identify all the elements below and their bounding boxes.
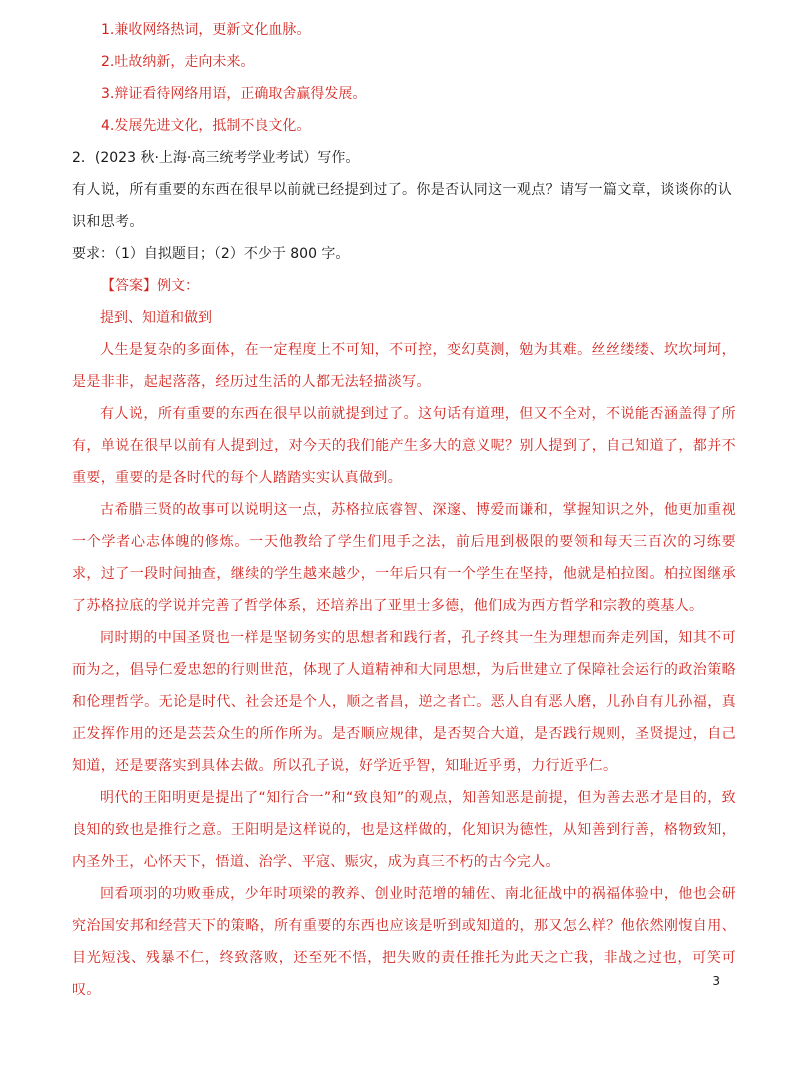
list-item: 4.发展先进文化，抵制不良文化。 [101, 118, 311, 134]
question-prompt: 有人说，所有重要的东西在很早以前就已经提到过了。你是否认同这一观点？请写一篇文章，谈谈你的认识和思考。 [72, 182, 733, 230]
essay-paragraph: 人生是复杂的多面体，在一定程度上不可知，不可控，变幻莫测，勉为其难。丝丝缕缕、坎坎坷坷，是是非非，起起落落，经历过生活的人都无法轻描淡写。 [72, 342, 736, 390]
list-item: 1.兼收网络热词，更新文化血脉。 [101, 22, 311, 38]
answer-label: 【答案】例文： [101, 278, 199, 294]
page-number: 3 [712, 974, 720, 988]
essay-paragraph: 回看项羽的功败垂成，少年时项梁的教养、创业时范增的辅佐、南北征战中的祸福体验中，他也会研究治国安邦和经营天下的策略，所有重要的东西也应该是听到或知道的，那又怎么样？他依然刚愎自用、目光短浅、残暴不仁，终致落败，还至死不悟，把失败的责任推托为此天之亡我，非战之过也，可笑可叹。 [72, 886, 736, 998]
essay-paragraph: 古希腊三贤的故事可以说明这一点，苏格拉底睿智、深邃、博爱而谦和，掌握知识之外，他更加重视一个学者心志体魄的修炼。一天他教给了学生们甩手之法，前后甩到极限的要领和每天三百次的习练要求，过了一段时间抽查，继续的学生越来越少，一年后只有一个学生在坚持，他就是柏拉图。柏拉图继承了苏格拉底的学说并完善了哲学体系，还培养出了亚里士多德，他们成为西方哲学和宗教的奠基人。 [72, 502, 736, 614]
essay-paragraph: 同时期的中国圣贤也一样是坚韧务实的思想者和践行者，孔子终其一生为理想而奔走列国，知其不可而为之，倡导仁爱忠恕的行则世范，体现了人道精神和大同思想，为后世建立了保障社会运行的政治策略和伦理哲学。无论是时代、社会还是个人，顺之者昌，逆之者亡。恶人自有恶人磨，儿孙自有儿孙福，真正发挥作用的还是芸芸众生的所作所为。是否顺应规律，是否契合大道，是否践行规则，圣贤提过，自己知道，还是要落实到具体去做。所以孔子说，好学近乎智，知耻近乎勇，力行近乎仁。 [72, 630, 736, 774]
essay-paragraph: 明代的王阳明更是提出了“知行合一”和“致良知”的观点，知善知恶是前提，但为善去恶才是目的，致良知的致也是推行之意。王阳明是这样说的，也是这样做的，化知识为德性，从知善到行善，格物致知，内圣外王，心怀天下，悟道、治学、平寇、赈灾，成为真三不朽的古今完人。 [72, 790, 736, 870]
list-item: 3.辩证看待网络用语，正确取舍赢得发展。 [101, 86, 367, 102]
question-requirements: 要求：（1）自拟题目；（2）不少于 800 字。 [72, 246, 350, 262]
essay-paragraph: 有人说，所有重要的东西在很早以前就提到过了。这句话有道理，但又不全对，不说能否涵盖得了所有，单说在很早以前有人提到过，对今天的我们能产生多大的意义呢？别人提到了，自己知道了，都并不重要，重要的是各时代的每个人踏踏实实认真做到。 [72, 406, 736, 486]
question-header: 2．(2023 秋·上海·高三统考学业考试）写作。 [72, 150, 360, 166]
list-item: 2.吐故纳新，走向未来。 [101, 54, 255, 70]
essay-title: 提到、知道和做到 [100, 310, 212, 326]
